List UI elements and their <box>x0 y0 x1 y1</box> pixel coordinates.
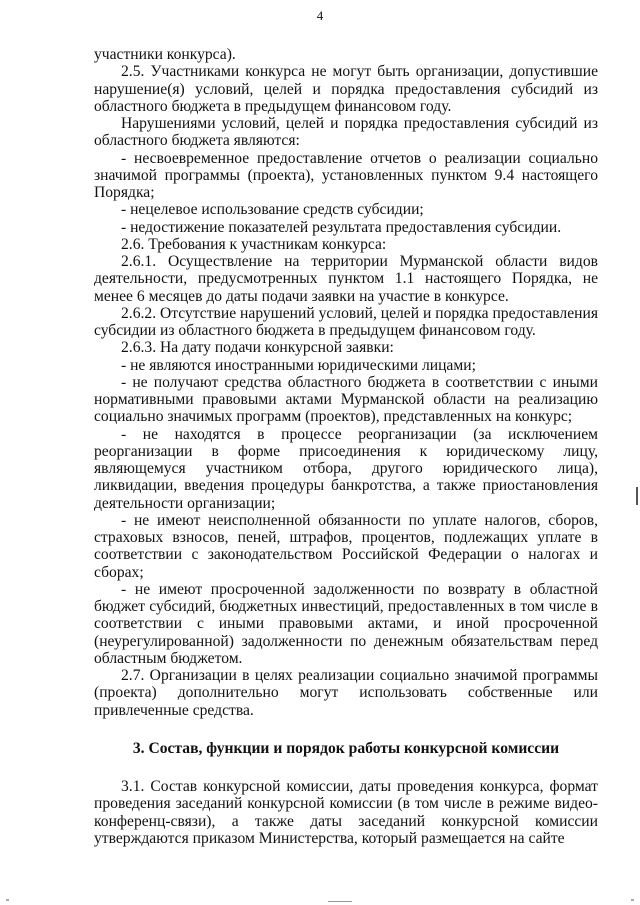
paragraph: Нарушениями условий, целей и порядка предоставления субсидий из областного бюджета являются: <box>94 115 598 150</box>
paragraph: 2.6.1. Осуществление на территории Мурманской области видов деятельности, предусмотренных пунктом 1.1 настоящего Порядка, не менее 6 месяцев до даты подачи заявки на участие в конкурсе. <box>94 253 598 305</box>
corner-mark-left <box>6 899 9 901</box>
paragraph: - не имеют просроченной задолженности по возврату в областной бюджет субсидий, бюджетных инвестиций, предоставленных в том числе в соответствии с иными правовыми актами, и иной просроченной (неурегулированной) задолженности по денежным обязательствам перед областным бюджетом. <box>94 580 598 667</box>
paragraph: 3.1. Состав конкурсной комиссии, даты проведения конкурса, формат проведения заседаний конкурсной комиссии (в том числе в режиме видео-конференц-связи), а также даты заседаний конкурсной комиссии утверждаются приказом Министерства, который размещается на сайте <box>94 778 598 847</box>
paragraph-list <box>94 46 598 719</box>
paragraph: - нецелевое использование средств субсидии; <box>121 201 424 219</box>
paragraph: - несвоевременное предоставление отчетов о реализации социально значимой программы (проекта), установленных пунктом 9.4 настоящего Порядка; <box>94 149 598 201</box>
paragraph: 2.6.3. На дату подачи конкурсной заявки: <box>121 339 394 357</box>
paragraph: 2.6.2. Отсутствие нарушений условий, целей и порядка предоставления субсидии из областного бюджета в предыдущем финансовом году. <box>94 304 598 339</box>
paragraph: - не находятся в процессе реорганизации (за исключением реорганизации в форме присоединения к юридическому лицу, являющемуся участником отбора, другого юридического лица), ликвидации, введения процедуры банкротства, а также приостановления деятельности организации; <box>94 425 598 512</box>
paragraph: - не являются иностранными юридическими лицами; <box>121 356 476 374</box>
corner-mark-right <box>631 899 634 901</box>
footer-mark <box>328 901 352 902</box>
scan-edge-mark <box>636 487 638 505</box>
section-heading: 3. Состав, функции и порядок работы конкурсной комиссии <box>132 739 560 757</box>
after-heading-paragraphs <box>94 778 598 847</box>
paragraph: 2.6. Требования к участникам конкурса: <box>121 235 387 253</box>
document-body <box>94 46 598 847</box>
paragraph: участники конкурса). <box>94 46 236 63</box>
paragraph: - не получают средства областного бюджета в соответствии с иными нормативными правовыми актами Мурманской области на реализацию социально значимых программ (проектов), представленных на конкурс; <box>94 373 598 426</box>
paragraph: 2.7. Организации в целях реализации социально значимой программы (проекта) дополнительно могут использовать собственные или привлеченные средства. <box>94 667 598 719</box>
paragraph: - недостижение показателей результата предоставления субсидии. <box>121 218 562 236</box>
page-number: 4 <box>316 8 324 23</box>
paragraph: - не имеют неисполненной обязанности по уплате налогов, сборов, страховых взносов, пеней, штрафов, процентов, подлежащих уплате в соответствии с законодательством Российской Федерации о налогах и сборах; <box>94 511 598 581</box>
paragraph: 2.5. Участниками конкурса не могут быть организации, допустившие нарушение(я) условий, целей и порядка предоставления субсидий из областного бюджета в предыдущем финансовом году. <box>94 63 598 115</box>
